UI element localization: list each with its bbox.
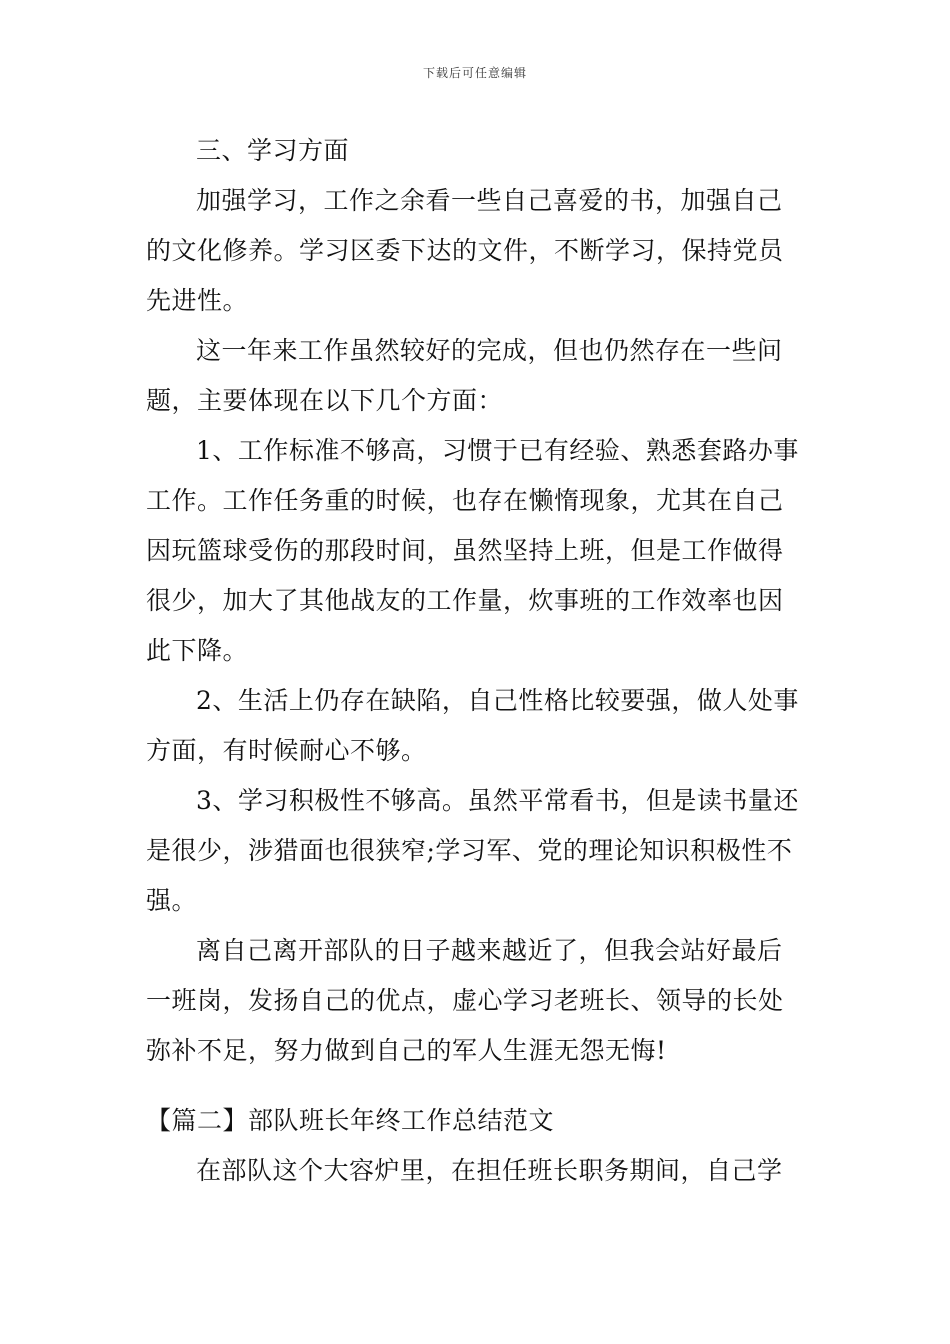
- paragraph-line: 题，主要体现在以下几个方面：: [146, 386, 504, 415]
- list-item-3: 3、学习积极性不够高。虽然平常看书，但是读书量还: [196, 786, 799, 815]
- paragraph-line: 弥补不足，努力做到自己的军人生涯无怨无悔!: [146, 1036, 667, 1065]
- paragraph-line: 工作。工作任务重的时候，也存在懒惰现象，尤其在自己: [146, 486, 784, 515]
- section-title: 【篇二】部队班长年终工作总结范文: [146, 1106, 555, 1135]
- paragraph-line: 加强学习，工作之余看一些自己喜爱的书，加强自己: [196, 186, 783, 215]
- paragraph-line: 方面，有时候耐心不够。: [146, 736, 427, 765]
- paragraph-line: 因玩篮球受伤的那段时间，虽然坚持上班，但是工作做得: [146, 536, 784, 565]
- paragraph-line: 离自己离开部队的日子越来越近了，但我会站好最后: [196, 936, 783, 965]
- list-item-1: 1、工作标准不够高，习惯于已有经验、熟悉套路办事: [196, 436, 799, 465]
- paragraph-line: 此下降。: [146, 636, 249, 665]
- paragraph-line: 在部队这个大容炉里，在担任班长职务期间，自己学: [196, 1156, 783, 1185]
- paragraph-line: 强。: [146, 886, 198, 915]
- paragraph-line: 是很少，涉猎面也很狭窄;学习军、党的理论知识积极性不: [146, 836, 793, 865]
- list-item-2: 2、生活上仍存在缺陷，自己性格比较要强，做人处事: [196, 686, 799, 715]
- header-note: 下载后可任意编辑: [422, 66, 527, 80]
- paragraph-line: 一班岗，发扬自己的优点，虚心学习老班长、领导的长处: [146, 986, 784, 1015]
- paragraph-line: 先进性。: [146, 286, 249, 315]
- body-text: [146, 126, 810, 1196]
- paragraph-line: 很少，加大了其他战友的工作量，炊事班的工作效率也因: [146, 586, 784, 615]
- heading-study: 三、学习方面: [196, 136, 350, 165]
- paragraph-line: 这一年来工作虽然较好的完成，但也仍然存在一些问: [196, 336, 783, 365]
- paragraph-line: 的文化修养。学习区委下达的文件，不断学习，保持党员: [146, 236, 784, 265]
